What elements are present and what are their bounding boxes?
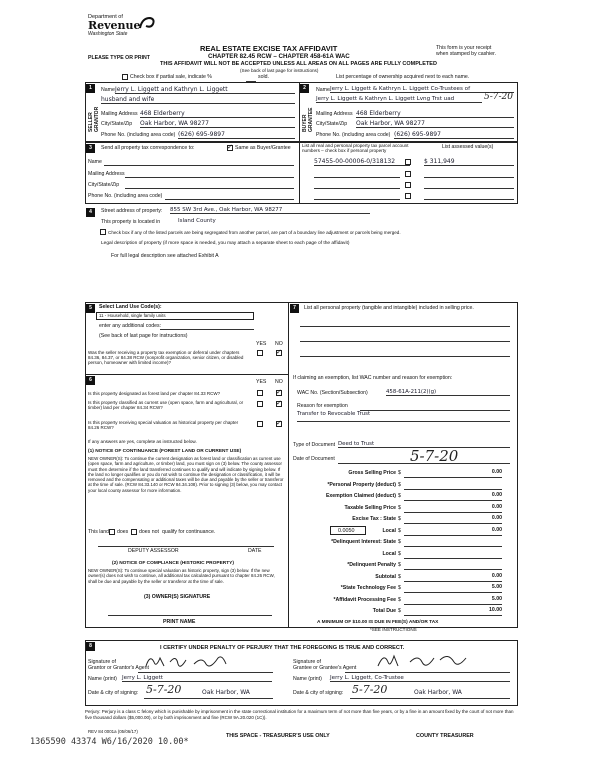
- revenue-swirl-icon: [138, 16, 156, 32]
- section-7-number: 7: [290, 304, 299, 313]
- parcel-2-personal-checkbox[interactable]: [405, 171, 411, 177]
- street-address-label: Street address of property:: [101, 208, 163, 214]
- tax-row-currency: $: [398, 470, 401, 476]
- continuance-title: (1) NOTICE OF CONTINUANCE (FOREST LAND OR CURRENT USE): [88, 449, 242, 454]
- land-does-checkbox[interactable]: [109, 529, 115, 535]
- perjury-statement: Perjury: Perjury is a class C felony which is punishable by imprisonment in the state correctional institution for a maximum term of not more than five years, or by a fine in an amount fixed by the court of not more than five thousand dollars ($5,000.00), or by both imprisonment and fine (RCW 9A.20.020 (1C)).: [85, 709, 514, 720]
- partial-sale-checkbox[interactable]: [122, 74, 128, 80]
- tax-row-value[interactable]: 5.00: [404, 597, 502, 605]
- deputy-assessor-label: DEPUTY ASSESSOR: [128, 548, 179, 554]
- doc-type-label: Type of Document: [293, 442, 336, 448]
- located-in-label: This property is located in: [101, 219, 161, 225]
- tax-row-label: *Affidavit Processing Fee: [333, 596, 396, 603]
- grantor-date-value[interactable]: 5-7-20: [146, 683, 182, 696]
- legal-description-label: Legal description of property (if more space is needed, you may attach a separate sheet to each page of the affidavit): [101, 241, 350, 246]
- section-5-number: 5: [86, 304, 95, 313]
- wac-label: WAC No. (Section/Subsection): [297, 390, 368, 396]
- section-8-number: 8: [86, 642, 95, 651]
- tax-row-value[interactable]: 5.00: [404, 585, 502, 593]
- continuance-text: NEW OWNER(S): To continue the current designation as forest land or classification as current use (open space, farm and agriculture, or timber) land, you must sign on (3) below. The county assessor must then determine if the land transferred continues to qualify and will indicate by signing below. If the land no longer qualifies or you do not wish to continue the designation or classification, it will be removed and the compensating or additional taxes will be due and payable by the seller or transferor at the time of sale. (RCW 84.33.140 or RCW 84.34.108). Prior to signing (3) below, you may contact your local county assessor for more information.: [88, 456, 284, 493]
- s5-no-checkbox[interactable]: [276, 350, 282, 356]
- same-as-buyer-label: Same as Buyer/Grantee: [235, 145, 291, 151]
- grantee-name-value[interactable]: Jerry L. Liggett, Co-Trustee: [330, 675, 510, 682]
- tax-row-label: *Delinquent Interest: State: [331, 539, 396, 545]
- grantee-signature: [374, 650, 474, 672]
- tax-row-value[interactable]: [404, 539, 502, 547]
- tax-row-currency: $: [398, 527, 401, 534]
- s3-city-label: City/State/Zip: [88, 182, 120, 188]
- grantor-date-label: Date & city of signing:: [88, 690, 139, 696]
- logo-revenue: Revenue: [88, 19, 141, 32]
- tax-row-value[interactable]: 0.00: [404, 493, 502, 501]
- tax-row-label: Total Due: [372, 608, 396, 614]
- s6-q2-no[interactable]: [276, 401, 282, 407]
- doc-type-value[interactable]: Deed to Trust: [338, 441, 510, 448]
- back-note: (See back of last page for instructions): [240, 68, 319, 73]
- land-use-value: 11 - Household, single family units: [99, 313, 166, 318]
- reason-label: Reason for exemption: [297, 403, 348, 409]
- buyer-phone-label: Phone No. (including area code): [316, 132, 391, 138]
- deputy-assessor-line[interactable]: [98, 545, 274, 547]
- tax-row-value[interactable]: 0.00: [404, 470, 502, 478]
- tax-row-label: Taxable Selling Price: [344, 504, 396, 511]
- street-address-field[interactable]: 855 SW 3rd Ave., Oak Harbor, WA 98277: [170, 207, 370, 214]
- legal-description-value[interactable]: For full legal description see attached Exhibit A: [111, 253, 219, 259]
- reason-line-2[interactable]: [297, 420, 510, 422]
- grantee-sig-label-2: Grantee or Grantee's Agent: [293, 665, 357, 671]
- form-subtitle: CHAPTER 82.45 RCW – CHAPTER 458-61A WAC: [208, 53, 350, 60]
- buyer-city-field[interactable]: Oak Harbor, WA 98277: [356, 120, 514, 128]
- section-4-number: 4: [86, 208, 95, 217]
- reason-line[interactable]: [360, 409, 510, 411]
- grantee-city-value[interactable]: Oak Harbor, WA: [414, 689, 462, 696]
- assessed-value-3[interactable]: [424, 181, 514, 189]
- buyer-name-label: Name: [316, 87, 330, 93]
- revenue-logo: [88, 14, 158, 48]
- s6-q2: Is this property classified as current use (open space, farm and agricultural, or timber) land per chapter 84.34 RCW?: [88, 400, 244, 411]
- grantor-sig-label-2: Grantor or Grantor's Agent: [88, 665, 149, 671]
- grantee-date-value[interactable]: 5-7-20: [352, 683, 388, 696]
- section-2-number: 2: [300, 84, 309, 93]
- seller-name-label: Name: [101, 87, 115, 93]
- seller-name-field[interactable]: Jerry L. Liggett and Kathryn L. Liggett: [115, 86, 295, 94]
- qualify-label: qualify for continuance.: [162, 529, 216, 535]
- assessed-value-1[interactable]: $ 311,949: [424, 158, 514, 166]
- receipt-note-2: when stamped by cashier.: [436, 51, 496, 57]
- tax-row-label: *State Technology Fee: [340, 585, 396, 591]
- s5-yes-header: YES: [256, 341, 267, 347]
- recording-stamp: 1365590 43374 W6/16/2020 10.00*: [30, 737, 189, 747]
- tax-row-currency: $: [398, 608, 401, 614]
- s5-yes-checkbox[interactable]: [257, 350, 263, 356]
- buyer-address-label: Mailing Address: [316, 111, 353, 117]
- minimum-note: A MINIMUM OF $10.00 IS DUE IN FEE(S) AND/OR TAX: [317, 620, 439, 625]
- tax-row-label: Subtotal: [375, 573, 396, 580]
- tax-row-value[interactable]: [404, 551, 502, 559]
- tax-row-currency: $: [398, 585, 401, 591]
- partial-sale-label: Check box if partial sale, indicate %: [130, 74, 212, 80]
- s5-no-header: NO: [275, 341, 283, 347]
- tax-row-label: Local: [382, 527, 396, 534]
- tax-row-currency: $: [398, 493, 401, 499]
- s3-address-label: Mailing Address: [88, 171, 125, 177]
- parcel-1-personal-checkbox[interactable]: [405, 159, 411, 165]
- reason-value[interactable]: Transfer to Revocable Trust: [297, 411, 371, 417]
- s6-q2-yes[interactable]: [257, 401, 263, 407]
- print-name-line[interactable]: [108, 614, 272, 616]
- s3-phone-field[interactable]: [165, 192, 294, 200]
- s3-name-field[interactable]: [104, 158, 294, 166]
- land-does-not-checkbox[interactable]: [131, 529, 137, 535]
- additional-codes-field[interactable]: [160, 322, 254, 330]
- form-title: REAL ESTATE EXCISE TAX AFFIDAVIT: [200, 44, 338, 53]
- parcel-4-personal-checkbox[interactable]: [405, 193, 411, 199]
- grantee-sig-label-1: Signature of: [293, 659, 321, 665]
- grantor-name-value[interactable]: Jerry L. Liggett: [122, 675, 272, 682]
- receipt-note-1: This form is your receipt: [436, 45, 492, 51]
- buyer-address-field[interactable]: 468 Elderberry: [356, 110, 514, 118]
- print-name-label: PRINT NAME: [163, 619, 196, 625]
- land-use-label: Select Land Use Code(s):: [99, 304, 162, 310]
- s6-yes-header: YES: [256, 379, 267, 385]
- s6-q3-yes[interactable]: [257, 421, 263, 427]
- tax-row-label: Gross Selling Price: [348, 470, 396, 476]
- grantor-city-value[interactable]: Oak Harbor, WA: [202, 689, 250, 696]
- exemption-claim-label: If claiming an exemption, list WAC number and reason for exemption:: [293, 375, 453, 381]
- s3-address-field[interactable]: [125, 170, 294, 178]
- form-revision: REV 84 0001a (05/06/17): [88, 729, 138, 734]
- tax-row-value[interactable]: 0.00: [404, 574, 502, 582]
- parcel-number-1[interactable]: 57455-00-00006-0/318132: [314, 158, 410, 166]
- s3-name-label: Name: [88, 159, 102, 165]
- please-type-or-print: PLEASE TYPE OR PRINT: [88, 55, 150, 61]
- ownership-note: List percentage of ownership acquired next to each name.: [336, 74, 470, 80]
- doc-date-value[interactable]: 5-7-20: [410, 447, 459, 465]
- owner-signature-label: (3) OWNER(S) SIGNATURE: [144, 594, 211, 600]
- s6-if-yes: If any answers are yes, complete as instructed below.: [88, 439, 197, 444]
- section-1-number: 1: [86, 84, 95, 93]
- buyer-name-field[interactable]: Jerry L. Liggett & Kathryn L. Liggett Co-Trustees of: [330, 86, 514, 93]
- s3-city-field[interactable]: [125, 181, 294, 189]
- county-treasurer-label: COUNTY TREASURER: [416, 733, 474, 739]
- tax-row-currency: $: [398, 562, 401, 568]
- land-does-label: does: [117, 529, 129, 535]
- assessed-value-4[interactable]: [424, 192, 514, 200]
- s6-q3-no[interactable]: [276, 421, 282, 427]
- form-warning: THIS AFFIDAVIT WILL NOT BE ACCEPTED UNLESS ALL AREAS ON ALL PAGES ARE FULLY COMPLETED: [160, 61, 437, 67]
- grantor-date-line[interactable]: [144, 697, 273, 699]
- tax-row-value[interactable]: 10.00: [404, 608, 502, 616]
- s6-q1: Is this property designated as forest land per chapter 84.33 RCW?: [88, 391, 221, 396]
- grantee-date-label: Date & city of signing:: [293, 690, 344, 696]
- buyer-city-label: City/State/Zip: [316, 121, 348, 127]
- tax-row-currency: $: [398, 504, 401, 511]
- seller-address-field[interactable]: 468 Elderberry: [140, 110, 295, 118]
- grantee-date-line[interactable]: [350, 697, 510, 699]
- parcel-number-3[interactable]: [314, 181, 400, 189]
- compliance-title: (2) NOTICE OF COMPLIANCE (HISTORIC PROPERTY): [112, 561, 234, 566]
- partial-sale-sold: sold.: [258, 74, 269, 80]
- same-as-buyer-checkbox[interactable]: [227, 145, 233, 151]
- buyer-side-label: BUYER GRANTEE: [302, 107, 314, 132]
- tax-row-label: *Personal Property (deduct): [327, 481, 396, 488]
- personal-property-line-2[interactable]: [300, 340, 510, 342]
- tax-row-currency: $: [398, 481, 401, 488]
- tax-row-label: *Delinquent Penalty: [347, 562, 396, 568]
- seller-address-label: Mailing Address: [101, 111, 138, 117]
- send-correspondence-label: Send all property tax correspondence to:: [101, 145, 195, 151]
- wac-value[interactable]: 458-61A-211(2)(g): [386, 389, 510, 396]
- section-6-number: 6: [86, 376, 95, 385]
- additional-codes-label: enter any additional codes:: [99, 323, 162, 329]
- certify-statement: I CERTIFY UNDER PENALTY OF PERJURY THAT THE FOREGOING IS TRUE AND CORRECT.: [160, 645, 405, 651]
- tax-row-currency: $: [398, 516, 401, 522]
- tax-row-label: Local: [382, 550, 396, 557]
- this-land-label: This land: [88, 529, 110, 535]
- grantor-name-label: Name (print): [88, 676, 117, 682]
- deputy-date-label: DATE: [248, 548, 262, 554]
- seller-phone-label: Phone No. (including area code): [101, 132, 176, 138]
- tax-row-label: Exemption Claimed (deduct): [325, 493, 396, 499]
- section-3-number: 3: [86, 144, 95, 153]
- compliance-text: NEW OWNER(S): To continue special valuation as historic property, sign (3) below. If the new owner(s) does not wish to continue, all additional tax calculated pursuant to chapter 84.26 RCW, shall be due and payable by the seller or transferor at the time of sale.: [88, 568, 275, 584]
- seller-phone-field[interactable]: (626) 695-9897: [178, 131, 295, 139]
- buyer-name-handwritten-date: 5-7-20: [484, 92, 513, 102]
- seller-side-label: SELLER GRANTOR: [88, 106, 100, 132]
- doc-date-label: Date of Document: [293, 456, 335, 462]
- s6-no-header: NO: [275, 379, 283, 385]
- personal-property-line-1[interactable]: [300, 325, 510, 327]
- tax-row-currency: $: [398, 550, 401, 557]
- treasurer-space-label: THIS SPACE - TREASURER'S USE ONLY: [226, 733, 330, 739]
- s6-q3: Is this property receiving special valuation as historical property per chapter 84.26 RCW?: [88, 420, 239, 431]
- logo-dept-line: Department of: [88, 14, 123, 20]
- personal-property-label: List all personal property (tangible and intangible) included in selling price.: [304, 305, 474, 311]
- local-rate-value: 0.0050: [338, 528, 355, 534]
- grantor-sig-label-1: Signature of: [88, 659, 116, 665]
- seller-city-label: City/State/Zip: [101, 121, 133, 127]
- segregation-label: Check box if any of the listed parcels are being segregated from another parcel, are part of a boundary line adjustment or parcels being merged.: [108, 230, 401, 235]
- land-use-see-back: (See back of last page for instructions): [99, 333, 188, 339]
- logo-state: Washington State: [88, 31, 128, 37]
- personal-property-line-3[interactable]: [300, 355, 510, 357]
- assessed-header: List assessed value(s): [442, 144, 494, 150]
- grantor-signature: [142, 652, 242, 672]
- parcel-number-4[interactable]: [314, 192, 400, 200]
- parcel-header: List all real and personal property tax parcel account numbers – check box if personal property: [302, 143, 409, 154]
- s3-phone-label: Phone No. (including area code): [88, 193, 163, 199]
- located-in-value[interactable]: Island County: [178, 218, 216, 224]
- parcel-3-personal-checkbox[interactable]: [405, 182, 411, 188]
- tax-row-value[interactable]: [404, 482, 502, 490]
- buyer-phone-field[interactable]: (626) 695-9897: [394, 131, 514, 139]
- tax-row-currency: $: [398, 596, 401, 603]
- assessed-value-2[interactable]: [424, 170, 514, 178]
- s6-q1-no[interactable]: [276, 390, 282, 396]
- tax-row-value[interactable]: 0.00: [404, 516, 502, 524]
- land-does-not-label: does not: [139, 529, 159, 535]
- s6-q1-yes[interactable]: [257, 390, 263, 396]
- seller-name-field-2[interactable]: husband and wife: [101, 96, 295, 104]
- s5-question: Was the seller receiving a property tax exemption or deferral under chapters 84.36, 84.37, or 84.38 RCW (nonprofit organization, senior citizen, or disabled person, homeowner with limited income)?: [88, 350, 244, 366]
- seller-city-field[interactable]: Oak Harbor, WA 98277: [140, 120, 295, 128]
- tax-row-value[interactable]: 0.00: [404, 528, 502, 536]
- see-instructions: *SEE INSTRUCTIONS: [370, 627, 417, 632]
- grantee-name-label: Name (print): [293, 676, 322, 682]
- buyer-name-field-2[interactable]: Jerry L. Liggett & Kathryn L. Liggett Lvng Trst uad: [316, 96, 482, 103]
- tax-row-currency: $: [398, 573, 401, 580]
- tax-row-value[interactable]: 0.00: [404, 505, 502, 513]
- tax-row-label: Excise Tax : State: [352, 516, 396, 522]
- parcel-number-2[interactable]: [314, 170, 400, 178]
- segregation-checkbox[interactable]: [100, 229, 106, 235]
- tax-row-value[interactable]: [404, 562, 502, 570]
- tax-row-currency: $: [398, 539, 401, 545]
